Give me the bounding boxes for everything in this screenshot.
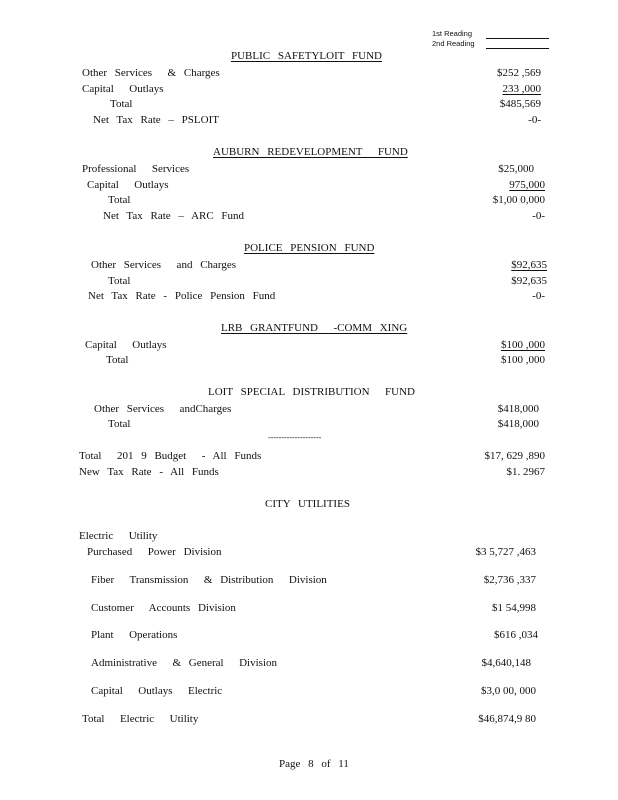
lrb-label-total: Total (106, 354, 129, 366)
utility-amount-fiber-transmission: $2,736 ,337 (483, 574, 536, 586)
psloit-label-capital-outlays: Capital Outlays (82, 83, 164, 95)
police-label-net-tax-rate: Net Tax Rate - Police Pension Fund (88, 290, 276, 302)
arc-heading: AUBURN REDEVELOPMENT FUND (213, 146, 408, 158)
loit-label-other-services: Other Services andCharges (94, 403, 232, 415)
first-reading-blank (486, 38, 549, 39)
arc-label-professional-services: Professional Services (82, 163, 190, 175)
utility-amount-plant-operations: $616 ,034 (494, 629, 538, 641)
arc-amount-net-tax-rate: -0- (532, 210, 545, 222)
psloit-amount-total: $485,569 (499, 98, 541, 110)
police-amount-total: $92,635 (511, 275, 547, 287)
summary-label-total-budget: Total 201 9 Budget - All Funds (79, 450, 262, 462)
psloit-label-net-tax-rate: Net Tax Rate – PSLOIT (93, 114, 219, 126)
arc-label-capital-outlays: Capital Outlays (87, 179, 169, 191)
electric-utility-label: Electric Utility (79, 530, 158, 542)
loit-label-total: Total (108, 418, 131, 430)
first-reading-label: 1st Reading (432, 29, 473, 38)
psloit-amount-capital-outlays: 233 ,000 (502, 83, 541, 95)
arc-amount-capital-outlays: 975,000 (509, 179, 545, 191)
lrb-amount-total: $100 ,000 (501, 354, 545, 366)
loit-divider: -------------------- (268, 433, 322, 442)
utility-amount-administrative: $4,640,148 (481, 657, 531, 669)
lrb-amount-capital-outlays: $100 ,000 (501, 339, 545, 351)
page-number: Page 8 of 11 (279, 758, 349, 770)
loit-heading: LOIT SPECIAL DISTRIBUTION FUND (208, 386, 415, 398)
second-reading-label: 2nd Reading (432, 39, 475, 48)
utilities-heading: CITY UTILITIES (265, 498, 350, 510)
utility-amount-customer-accounts: $1 54,998 (492, 602, 536, 614)
arc-amount-professional-services: $25,000 (498, 163, 534, 175)
psloit-label-total: Total (110, 98, 133, 110)
police-label-other-services: Other Services and Charges (91, 259, 237, 271)
police-amount-net-tax-rate: -0- (532, 290, 545, 302)
summary-amount-new-tax-rate: $1. 2967 (506, 466, 545, 478)
utility-label-total-electric: Total Electric Utility (82, 713, 199, 725)
loit-amount-total: $418,000 (497, 418, 539, 430)
arc-label-total: Total (108, 194, 131, 206)
police-amount-other-services: $92,635 (511, 259, 547, 271)
lrb-label-capital-outlays: Capital Outlays (85, 339, 167, 351)
psloit-label-other-services: Other Services & Charges (82, 67, 220, 79)
arc-label-net-tax-rate: Net Tax Rate – ARC Fund (103, 210, 245, 222)
utility-amount-total-electric: $46,874,9 80 (478, 713, 536, 725)
police-label-total: Total (108, 275, 131, 287)
utility-label-capital-outlays: Capital Outlays Electric (91, 685, 223, 697)
utility-amount-purchased-power: $3 5,727 ,463 (475, 546, 536, 558)
psloit-amount-net-tax-rate: -0- (528, 114, 541, 126)
second-reading-blank (486, 48, 549, 49)
utility-label-fiber-transmission: Fiber Transmission & Distribution Division (91, 574, 327, 586)
psloit-amount-other-services: $252 ,569 (497, 67, 541, 79)
utility-amount-capital-outlays: $3,0 00, 000 (481, 685, 536, 697)
summary-label-new-tax-rate: New Tax Rate - All Funds (79, 466, 219, 478)
utility-label-purchased-power: Purchased Power Division (87, 546, 222, 558)
loit-amount-other-services: $418,000 (497, 403, 539, 415)
utility-label-plant-operations: Plant Operations (91, 629, 178, 641)
utility-label-customer-accounts: Customer Accounts Division (91, 602, 236, 614)
utility-label-administrative: Administrative & General Division (91, 657, 277, 669)
arc-amount-total: $1,00 0,000 (492, 194, 545, 206)
lrb-heading: LRB GRANTFUND -COMM XING (221, 322, 408, 334)
psloit-heading: PUBLIC SAFETYLOIT FUND (231, 50, 382, 62)
summary-amount-total-budget: $17, 629 ,890 (484, 450, 545, 462)
police-heading: POLICE PENSION FUND (244, 242, 375, 254)
